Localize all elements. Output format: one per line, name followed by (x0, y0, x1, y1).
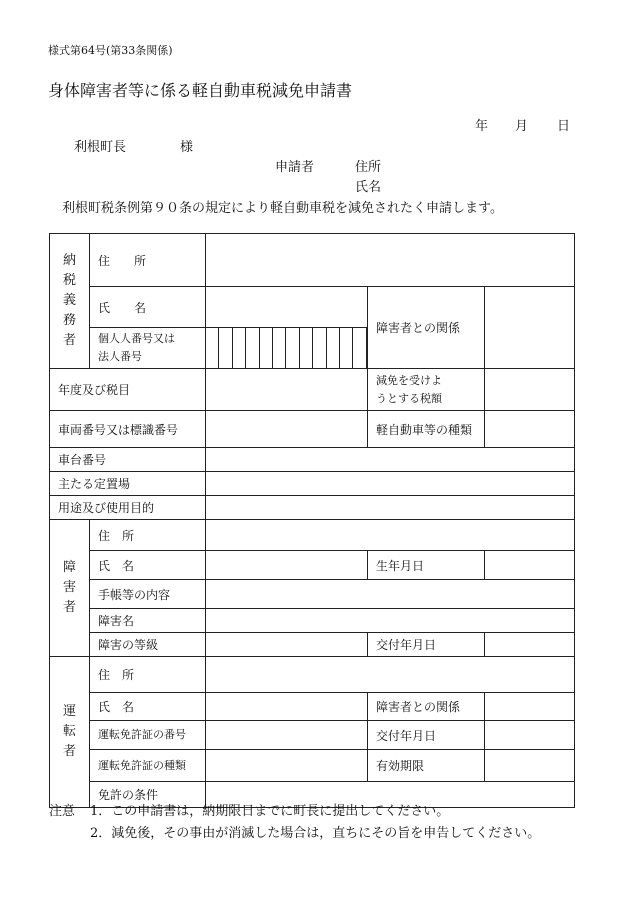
application-form-table (49, 233, 575, 808)
id-digit-box[interactable] (259, 328, 272, 368)
purpose-field[interactable] (206, 496, 575, 520)
id-digit-box[interactable] (218, 328, 231, 368)
purpose-label: 用途及び使用目的 (50, 496, 206, 520)
storage-location-label: 主たる定置場 (50, 472, 206, 496)
taxpayer-id-number-field[interactable] (206, 328, 368, 369)
driver-address-field[interactable] (206, 657, 575, 693)
storage-location-field[interactable] (206, 472, 575, 496)
note-1: 1．この申請書は，納期限日までに町長に提出してください。 (90, 804, 450, 819)
disabled-name-field[interactable] (206, 551, 368, 580)
chassis-number-field[interactable] (206, 448, 575, 472)
id-digit-box[interactable] (299, 328, 312, 368)
taxpayer-relation-field[interactable] (485, 287, 575, 369)
fiscal-year-field[interactable] (206, 369, 368, 411)
disability-grade-label: 障害の等級 (90, 633, 206, 657)
taxpayer-relation-label: 障害者との関係 (368, 287, 485, 369)
taxpayer-name-field[interactable] (206, 287, 368, 328)
disability-name-field[interactable] (206, 609, 575, 633)
plate-number-label: 車両番号又は標識番号 (50, 411, 206, 448)
id-digit-box[interactable] (352, 328, 365, 368)
driver-name-label: 氏 名 (90, 693, 206, 721)
taxpayer-address-label: 住 所 (90, 234, 206, 287)
disabled-address-label: 住 所 (90, 520, 206, 551)
date-year-label: 年 (475, 119, 489, 134)
disabled-person-group-label: 障 害 者 (50, 520, 90, 657)
vehicle-type-field[interactable] (485, 411, 575, 448)
applicant-label: 申請者 (275, 160, 315, 175)
handbook-field[interactable] (206, 580, 575, 609)
id-digit-box[interactable] (232, 328, 245, 368)
driver-relation-field[interactable] (485, 693, 575, 721)
id-digit-box[interactable] (339, 328, 352, 368)
exempt-amount-label: 減免を受けよ うとする税額 (368, 369, 485, 411)
driver-issue-date-field[interactable] (485, 721, 575, 750)
license-type-label: 運転免許証の種類 (90, 750, 206, 782)
driver-issue-date-label: 交付年月日 (368, 721, 485, 750)
chassis-number-label: 車台番号 (50, 448, 206, 472)
disabled-address-field[interactable] (206, 520, 575, 551)
validity-field[interactable] (485, 750, 575, 782)
driver-address-label: 住 所 (90, 657, 206, 693)
id-digit-box[interactable] (245, 328, 258, 368)
license-conditions-label: 免許の条件 (90, 782, 206, 808)
birthdate-field[interactable] (485, 551, 575, 580)
handbook-label: 手帳等の内容 (90, 580, 206, 609)
fiscal-year-label: 年度及び税目 (50, 369, 206, 411)
license-type-field[interactable] (206, 750, 368, 782)
taxpayer-id-number-label: 個人人番号又は 法人番号 (90, 328, 206, 369)
validity-label: 有効期限 (368, 750, 485, 782)
request-statement: 利根町税条例第９０条の規定により軽自動車税を減免されたく申請します。 (62, 201, 503, 216)
form-number: 様式第64号(第33条関係) (48, 44, 173, 57)
taxpayer-name-label: 氏 名 (90, 287, 206, 328)
id-digit-box[interactable] (326, 328, 339, 368)
date-day-label: 日 (557, 119, 571, 134)
id-digit-box[interactable] (272, 328, 285, 368)
license-number-field[interactable] (206, 721, 368, 750)
id-digit-box[interactable] (206, 328, 218, 368)
disabled-issue-date-label: 交付年月日 (368, 633, 485, 657)
disability-name-label: 障害名 (90, 609, 206, 633)
driver-relation-label: 障害者との関係 (368, 693, 485, 721)
id-digit-box[interactable] (366, 328, 368, 368)
page-title: 身体障害者等に係る軽自動車税減免申請書 (48, 81, 353, 100)
addressee-honorific: 様 (180, 140, 194, 155)
vehicle-type-label: 軽自動車等の種類 (368, 411, 485, 448)
driver-name-field[interactable] (206, 693, 368, 721)
plate-number-field[interactable] (206, 411, 368, 448)
id-digit-box[interactable] (285, 328, 298, 368)
date-month-label: 月 (515, 119, 529, 134)
disabled-name-label: 氏 名 (90, 551, 206, 580)
taxpayer-group-label: 納 税 義 務 者 (50, 234, 90, 369)
disability-grade-field[interactable] (206, 633, 368, 657)
notes-label: 注意 (49, 804, 76, 819)
driver-group-label: 運 転 者 (50, 657, 90, 808)
exempt-amount-field[interactable] (485, 369, 575, 411)
birthdate-label: 生年月日 (368, 551, 485, 580)
applicant-name-label: 氏名 (355, 180, 382, 195)
taxpayer-address-field[interactable] (206, 234, 575, 287)
id-digit-box[interactable] (312, 328, 325, 368)
license-number-label: 運転免許証の番号 (90, 721, 206, 750)
applicant-address-label: 住所 (355, 160, 382, 175)
addressee: 利根町長 (74, 140, 127, 155)
note-2: 2．減免後，その事由が消滅した場合は，直ちにその旨を申告してください。 (90, 826, 541, 841)
disabled-issue-date-field[interactable] (485, 633, 575, 657)
